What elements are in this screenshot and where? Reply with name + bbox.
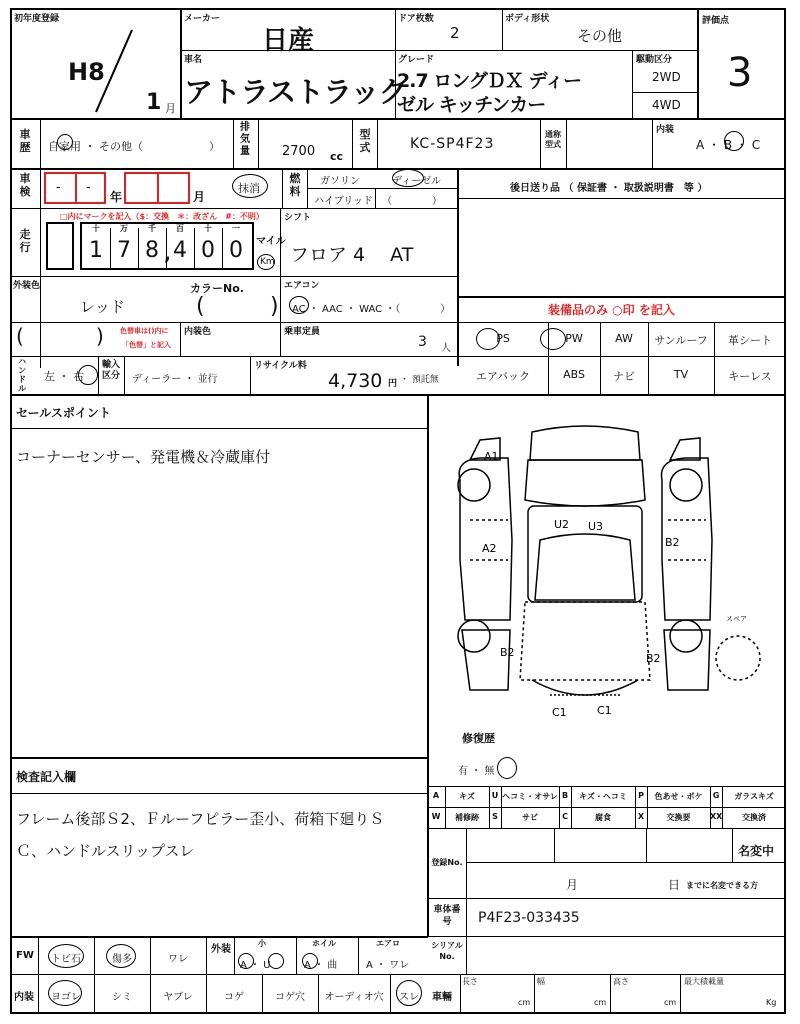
equip-label: 装備品のみ ○印 を記入 [548, 303, 675, 317]
grade-points-label: 評価点 [702, 16, 730, 26]
odometer-place-label: 百 [176, 224, 184, 233]
inspection-notes-line2: Ｃ、ハンドルスリップスレ [16, 842, 195, 860]
inspection-notes-label: 検査記入欄 [16, 770, 77, 784]
fuel-hybrid: ハイブリッド [314, 196, 373, 207]
length-label: 長さ [462, 977, 478, 986]
height-unit: cm [664, 998, 677, 1007]
legend-desc: ヘコミ・オサレ [502, 792, 558, 801]
grade-line2: ゼル キッチンカー [397, 94, 546, 116]
usage-circle [57, 134, 73, 150]
doors-label: ドア枚数 [398, 14, 434, 24]
legend-code: G [712, 791, 720, 800]
fw-chip-circle [48, 944, 84, 968]
serial-label: シリアルNo. [431, 941, 463, 961]
interior-grades: A ・ B ・ C [696, 138, 761, 152]
mark-c1-right: C1 [597, 704, 612, 717]
first-reg-era: H8 [68, 58, 105, 86]
maker: 日産 [262, 26, 315, 56]
legend-desc: キズ [459, 792, 475, 801]
name-change: 名変中 [738, 844, 775, 858]
capacity-label: 乗車定員 [284, 327, 321, 337]
car-name: アトラストラック [184, 75, 407, 109]
first-reg-month: 1 [146, 90, 162, 115]
inspection-year-unit: 年 [110, 190, 123, 204]
legend-code: P [638, 791, 644, 800]
legend-desc: 補修跡 [455, 813, 479, 822]
sales-text: コーナーセンサー、発電機＆冷蔵庫付 [16, 448, 271, 466]
load-label: 最大積載量 [684, 977, 724, 986]
model-label: 型式 [359, 128, 371, 154]
legend-code: B [561, 791, 569, 800]
interior-condition-item: コゲ穴 [275, 992, 305, 1003]
width-unit: cm [594, 998, 607, 1007]
reg-no-label: 登録No. [431, 858, 463, 867]
legend-desc: ガラスキズ [734, 792, 774, 801]
ext-aero: A ・ ワレ [366, 960, 410, 971]
car-damage-diagram [440, 420, 780, 720]
repair-value: 有 ・ 無 [458, 766, 495, 777]
grade-points: 3 [727, 50, 753, 96]
equip-keyless: キーレス [728, 370, 772, 383]
car-name-label: 車名 [184, 55, 203, 65]
odometer-digit: 7 [117, 238, 131, 263]
drive-2wd: 2WD [652, 70, 681, 84]
exterior-color-label: 外装色 [13, 281, 41, 291]
inspection-expired: 抹消 [238, 182, 260, 195]
reg-month: 月 [566, 878, 579, 892]
odometer-place-label: 一 [232, 224, 240, 233]
handle-right-circle [78, 365, 98, 385]
diesel-circle [392, 169, 424, 187]
grade-label: グレード [398, 55, 435, 65]
chassis-number: P4F23-033435 [478, 910, 580, 926]
width-label: 幅 [537, 977, 545, 986]
odometer-digit: 4 [173, 238, 187, 263]
interior-label: 内装 [656, 125, 675, 135]
aircon: AC ・ AAC ・ WAC ・（ ） [292, 304, 451, 315]
repair-none-circle [497, 757, 517, 779]
fw-exterior-label: 外装 [211, 944, 231, 955]
mileage-label: 走行 [19, 228, 31, 254]
interior-condition-item: ヤブレ [163, 992, 193, 1003]
interior-b-circle [724, 131, 744, 151]
interior-condition-item: スレ [399, 992, 419, 1003]
legend-code: S [492, 812, 498, 821]
legend-code: C [562, 812, 568, 821]
usage: 自家用 ・ その他（ ） [48, 140, 220, 153]
interior-condition-item: ヨゴレ [51, 992, 81, 1003]
first-reg-month-unit: 月 [165, 102, 176, 115]
legend-desc: 交換要 [666, 813, 691, 822]
shift-label: シフト [284, 213, 312, 223]
equip-airbag: エアバック [475, 370, 531, 383]
legend-desc: キズ・ヘコミ [579, 792, 627, 801]
inspection-label: 車検 [19, 172, 31, 198]
interior-color-label: 内装色 [184, 327, 212, 337]
capacity: 3 [418, 334, 427, 350]
odometer-place-label: 万 [120, 224, 128, 233]
body-label: ボディ形状 [505, 14, 550, 24]
equip-pw: PW [565, 332, 583, 345]
first-reg-label: 初年度登録 [14, 14, 60, 24]
interior-condition-item: コゲ [224, 992, 244, 1003]
int-dirt-circle [48, 980, 82, 1006]
legend-desc: 腐食 [595, 813, 611, 822]
mark-b2-rear: B2 [646, 652, 661, 665]
recycle-yen: 円 [388, 379, 398, 389]
odometer-digit: 0 [201, 238, 215, 263]
mark-a1: A1 [484, 450, 499, 463]
legend-code: A [432, 791, 440, 800]
int-wear-circle [396, 980, 422, 1006]
fuel-hybrid-paren: （ ） [382, 196, 442, 207]
mileage-mark-box [46, 222, 74, 270]
fw-scratch: 傷多 [112, 954, 132, 965]
legend-code: W [431, 812, 441, 821]
docs-label: 後日送り品 （ 保証書 ・ 取扱説明書 等 ） [510, 183, 708, 194]
km-unit: Km [260, 257, 275, 267]
mark-u2: U2 [554, 518, 570, 531]
displacement-label: 排気量 [240, 122, 250, 157]
displacement: 2700 [282, 144, 316, 159]
history-label: 車歴 [19, 128, 31, 154]
mark-u3: U3 [588, 520, 604, 533]
length-unit: cm [518, 998, 531, 1007]
legend-desc: サビ [522, 813, 538, 822]
reg-day: 日 [668, 878, 681, 892]
fuel-label: 燃料 [289, 172, 301, 198]
equip-ps-circle [476, 328, 500, 350]
mark-b2-left: B2 [500, 646, 515, 659]
first-reg-slash [90, 28, 140, 116]
reg-deadline: までに名変できる方 [686, 881, 758, 890]
drive-4wd: 4WD [652, 98, 681, 112]
interior-condition-item: シミ [112, 992, 132, 1003]
load-unit: Kg [766, 998, 777, 1007]
interior-condition-item: オーディオ穴 [324, 992, 384, 1003]
mark-c1-left: C1 [552, 706, 567, 719]
color-change-note1: 色替車は()内に [120, 327, 169, 335]
equip-tv: TV [673, 368, 689, 381]
equip-navi: ナビ [613, 370, 635, 383]
fw-crack: ワレ [168, 954, 188, 965]
mark-a2: A2 [482, 542, 497, 555]
import: ディーラー ・ 並行 [132, 374, 218, 385]
maker-label: メーカー [184, 14, 220, 24]
legend-desc: 交換済 [742, 813, 766, 822]
equip-leather: 革シート [728, 334, 772, 347]
displacement-unit: cc [330, 150, 344, 163]
import-label: 輸入区分 [101, 360, 120, 381]
fuel-diesel: ディーゼル [392, 176, 441, 187]
expired-circle [232, 174, 268, 198]
int-label: 内装 [14, 992, 34, 1003]
legend-code: X [637, 812, 645, 821]
aircon-circle [289, 296, 309, 314]
equip-ps: PS [496, 332, 510, 345]
mile-unit: マイル [256, 236, 286, 247]
equip-aw: AW [615, 332, 633, 345]
legend-code: XX [710, 812, 723, 821]
doors: 2 [450, 24, 460, 42]
chassis-label: 車体番号 [433, 905, 461, 927]
aircon-label: エアコン [284, 281, 320, 291]
mark-b2-right: B2 [665, 536, 680, 549]
recycle-label: リサイクル料 [254, 361, 307, 371]
equip-pw-circle [540, 328, 566, 350]
odometer-place-label: 十 [204, 224, 212, 233]
color-change-note2: 「色替」と記入 [122, 341, 171, 349]
fuel-gasoline: ガソリン [320, 176, 360, 187]
spare-label: スペア [726, 615, 747, 623]
inspection-notes-line1: フレーム後部Ｓ2、Ｆルーフピラー歪小、荷箱下廻りＳ [16, 810, 385, 828]
repair-label: 修復歴 [462, 732, 495, 745]
exterior-color: レッド [80, 298, 125, 316]
odometer-place-label: 千 [148, 224, 156, 233]
odometer-digit: 1 [89, 238, 103, 263]
odometer-digit: 8 [145, 238, 159, 263]
ext-small: A ・ U [240, 960, 271, 971]
legend-desc: 色あせ・ボケ [654, 792, 703, 801]
equip-abs: ABS [563, 368, 585, 381]
inspection-month-unit: 月 [193, 190, 206, 204]
height-label: 高さ [613, 977, 629, 986]
grade-line1: 2.7 ロングＤＸ ディー [397, 70, 581, 92]
drive-label: 駆動区分 [636, 55, 673, 65]
color-no-label: カラーNo. [190, 282, 244, 295]
common-model-label: 通称型式 [545, 130, 561, 149]
size-label: 車輛 [432, 992, 452, 1003]
capacity-unit: 人 [441, 343, 451, 354]
shift: フロア 4 AT [290, 244, 414, 266]
km-circle [257, 254, 275, 270]
odometer-digit: 0 [229, 238, 243, 263]
equip-sunroof: サンルーフ [654, 334, 708, 347]
legend-code: U [491, 791, 499, 800]
body-type: その他 [577, 27, 623, 45]
ext-aero-label: エアロ [376, 939, 400, 948]
handle: 左 ・ 右 [44, 370, 84, 383]
sales-label: セールスポイント [16, 406, 111, 420]
ext-wheel-label: ホイル [312, 939, 336, 948]
mileage-note: □内にマークを記入（$：交換 ＊：改ざん #：不明） [60, 212, 264, 221]
model: KC-SP4F23 [410, 136, 495, 152]
odometer-place-label: 十 [92, 224, 100, 233]
fw-label: FW [16, 950, 34, 961]
recycle: 4,730 [328, 370, 383, 392]
fw-chip: トビ石 [51, 954, 81, 965]
ext-small-label: 小 [258, 939, 266, 948]
handle-label: ハンドル [18, 357, 26, 393]
fw-scratch-circle [106, 944, 136, 968]
ext-wheel: A ・ 曲 [304, 960, 338, 971]
recycle-deposit: ・ 預託無 [400, 375, 439, 385]
